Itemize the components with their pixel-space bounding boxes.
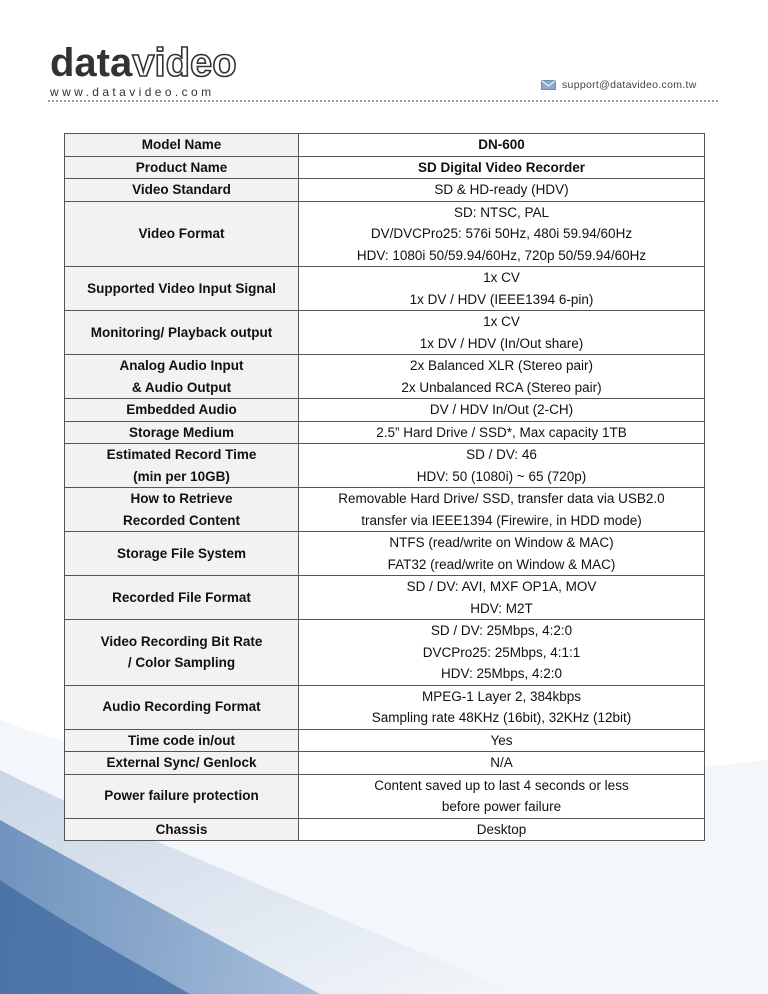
spec-label-line: / Color Sampling xyxy=(127,655,236,671)
spec-label xyxy=(65,729,299,752)
spec-row xyxy=(65,399,705,422)
spec-label-line: Estimated Record Time xyxy=(106,447,257,462)
spec-value-line: before power failure xyxy=(441,799,562,814)
spec-label xyxy=(65,576,299,620)
spec-label-line: Storage Medium xyxy=(128,424,234,440)
spec-label-line: Video Format xyxy=(138,226,225,241)
spec-label xyxy=(65,355,299,399)
spec-value-line: HDV: 1080i 50/59.94/60Hz, 720p 50/59.94/60Hz xyxy=(356,247,647,263)
spec-value xyxy=(299,774,705,818)
spec-label-line: & Audio Output xyxy=(131,379,232,395)
spec-row xyxy=(65,267,705,311)
spec-row xyxy=(65,444,705,488)
logo-wordmark-data: data xyxy=(50,41,133,85)
spec-value-line: Removable Hard Drive/ SSD, transfer data via USB2.0 xyxy=(338,491,665,506)
spec-value-line: N/A xyxy=(490,755,513,770)
spec-row xyxy=(65,752,705,775)
spec-value-line: MPEG-1 Layer 2, 384kbps xyxy=(421,688,582,704)
spec-label-line: Power failure protection xyxy=(104,788,259,804)
spec-row xyxy=(65,818,705,841)
spec-value-line: Sampling rate 48KHz (16bit), 32KHz (12bit) xyxy=(371,710,632,725)
spec-row xyxy=(65,134,705,157)
spec-value xyxy=(299,311,705,355)
support-email: support@datavideo.com.tw xyxy=(562,79,697,91)
spec-value-line: NTFS (read/write on Window & MAC) xyxy=(389,535,614,550)
spec-row xyxy=(65,156,705,179)
spec-value-line: SD Digital Video Recorder xyxy=(417,159,586,175)
spec-label xyxy=(65,267,299,311)
envelope-icon xyxy=(541,80,556,90)
spec-row xyxy=(65,576,705,620)
spec-value-line: HDV: M2T xyxy=(470,600,533,616)
spec-value xyxy=(299,444,705,488)
spec-row xyxy=(65,729,705,752)
spec-label xyxy=(65,134,299,157)
spec-value-line: 2x Balanced XLR (Stereo pair) xyxy=(409,358,594,373)
spec-label xyxy=(65,311,299,355)
spec-value-line: Yes xyxy=(490,732,513,748)
spec-value xyxy=(299,818,705,841)
spec-value-line: SD / DV: AVI, MXF OP1A, MOV xyxy=(406,579,597,594)
spec-label xyxy=(65,156,299,179)
spec-value xyxy=(299,729,705,752)
spec-value xyxy=(299,179,705,202)
spec-label-line: Storage File System xyxy=(116,545,247,561)
spec-label-line: Monitoring/ Playback output xyxy=(90,324,273,340)
spec-label-line: Recorded File Format xyxy=(112,589,251,605)
spec-value xyxy=(299,488,705,532)
spec-value-line: DV / HDV In/Out (2-CH) xyxy=(429,402,574,417)
spec-label xyxy=(65,532,299,576)
spec-label xyxy=(65,444,299,488)
spec-value-line: 1x DV / HDV (In/Out share) xyxy=(419,335,584,351)
logo-url: www.datavideo.com xyxy=(50,85,215,99)
spec-row xyxy=(65,201,705,267)
spec-row xyxy=(65,774,705,818)
spec-value-line: DN-600 xyxy=(478,137,525,152)
spec-label-line: External Sync/ Genlock xyxy=(106,755,257,770)
support-contact xyxy=(541,79,697,91)
spec-label xyxy=(65,179,299,202)
header-divider xyxy=(48,100,718,102)
spec-table xyxy=(64,133,705,841)
spec-value-line: transfer via IEEE1394 (Firewire, in HDD mode) xyxy=(361,512,642,528)
spec-value xyxy=(299,156,705,179)
spec-value-line: DV/DVCPro25: 576i 50Hz, 480i 59.94/60Hz xyxy=(370,226,633,241)
spec-label-line: Embedded Audio xyxy=(126,402,237,417)
spec-value xyxy=(299,267,705,311)
spec-label-line: Model Name xyxy=(141,137,222,152)
spec-value xyxy=(299,576,705,620)
spec-row xyxy=(65,421,705,444)
spec-value-line: HDV: 50 (1080i) ~ 65 (720p) xyxy=(416,468,587,484)
spec-value xyxy=(299,620,705,686)
spec-value-line: Desktop xyxy=(476,821,527,837)
spec-label xyxy=(65,399,299,422)
spec-row xyxy=(65,620,705,686)
spec-value-line: 2.5” Hard Drive / SSD*, Max capacity 1TB xyxy=(376,424,627,440)
spec-row xyxy=(65,311,705,355)
spec-value xyxy=(299,355,705,399)
spec-value-line: 2x Unbalanced RCA (Stereo pair) xyxy=(401,379,602,395)
spec-row xyxy=(65,685,705,729)
spec-label xyxy=(65,620,299,686)
spec-label xyxy=(65,818,299,841)
spec-value xyxy=(299,399,705,422)
spec-label-line: Recorded Content xyxy=(122,512,240,528)
spec-value xyxy=(299,752,705,775)
spec-value xyxy=(299,685,705,729)
logo-wordmark-video: video xyxy=(132,41,237,85)
spec-value-line: 1x CV xyxy=(483,314,520,329)
spec-label xyxy=(65,421,299,444)
spec-label-line: Audio Recording Format xyxy=(102,699,261,715)
spec-value-line: SD / DV: 46 xyxy=(466,447,537,462)
spec-row xyxy=(65,488,705,532)
spec-value xyxy=(299,532,705,576)
spec-value-line: 1x DV / HDV (IEEE1394 6-pin) xyxy=(409,291,594,307)
spec-value-line: SD: NTSC, PAL xyxy=(453,204,550,220)
spec-value-line: SD & HD-ready (HDV) xyxy=(434,182,569,197)
spec-label-line: Time code in/out xyxy=(127,732,235,748)
spec-value-line: 1x CV xyxy=(483,270,520,285)
spec-label-line: Supported Video Input Signal xyxy=(87,280,276,296)
spec-label xyxy=(65,488,299,532)
spec-label-line: Video Standard xyxy=(132,182,231,197)
spec-label-line: Chassis xyxy=(155,821,208,837)
spec-label xyxy=(65,752,299,775)
spec-value xyxy=(299,421,705,444)
spec-value-line: Content saved up to last 4 seconds or less xyxy=(374,777,629,793)
spec-value-line: DVCPro25: 25Mbps, 4:1:1 xyxy=(422,644,581,660)
spec-label-line: Video Recording Bit Rate xyxy=(100,633,263,649)
datavideo-logo xyxy=(50,41,237,103)
spec-row xyxy=(65,532,705,576)
spec-row xyxy=(65,355,705,399)
spec-value xyxy=(299,201,705,267)
spec-value xyxy=(299,134,705,157)
spec-label-line: How to Retrieve xyxy=(130,491,233,506)
spec-label xyxy=(65,774,299,818)
spec-label-line: (min per 10GB) xyxy=(133,468,230,484)
spec-row xyxy=(65,179,705,202)
spec-label xyxy=(65,201,299,267)
spec-value-line: SD / DV: 25Mbps, 4:2:0 xyxy=(430,623,573,638)
spec-label-line: Product Name xyxy=(135,159,228,175)
spec-label xyxy=(65,685,299,729)
spec-value-line: HDV: 25Mbps, 4:2:0 xyxy=(440,666,563,681)
spec-value-line: FAT32 (read/write on Window & MAC) xyxy=(387,556,616,572)
spec-label-line: Analog Audio Input xyxy=(119,358,244,373)
